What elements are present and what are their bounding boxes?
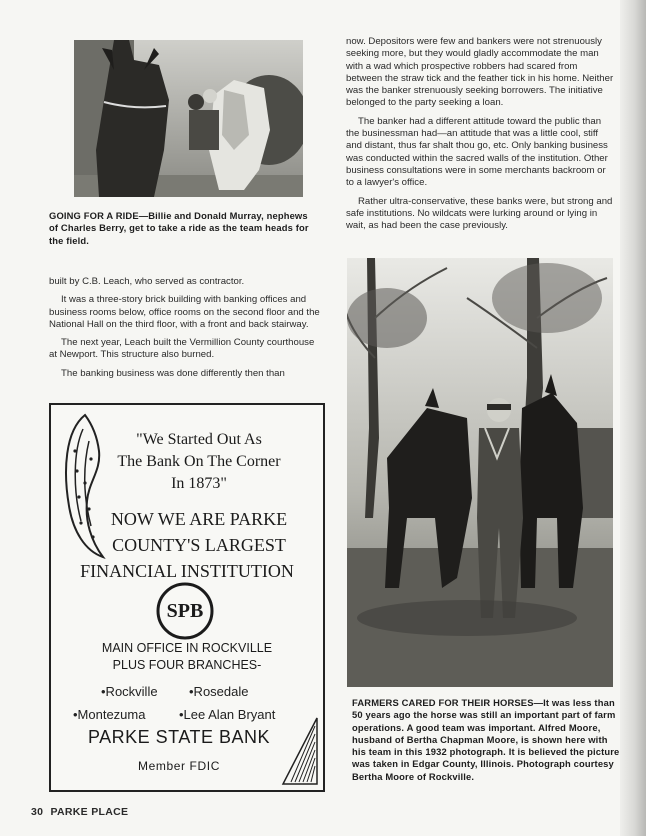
svg-text:SPB: SPB bbox=[166, 600, 204, 622]
paragraph: It was a three-story brick building with banking offices and business rooms below, office rooms on the second floor and the National Hall on the third floor, with a front and back stairway. bbox=[49, 294, 320, 330]
page-number: 30 bbox=[31, 806, 44, 818]
paragraph: built by C.B. Leach, who served as contractor. bbox=[49, 276, 245, 287]
ad-headline-3: FINANCIAL INSTITUTION bbox=[80, 561, 294, 581]
corner-stripes-icon bbox=[281, 716, 319, 786]
ad-branch-4: •Lee Alan Bryant bbox=[179, 707, 276, 722]
photo-riders bbox=[74, 40, 303, 197]
ad-quote-line-1: "We Started Out As bbox=[136, 431, 262, 448]
ad-quote-line-3: In 1873" bbox=[171, 475, 227, 492]
ad-branch-3: •Montezuma bbox=[73, 707, 146, 722]
ad-office-line-1: MAIN OFFICE IN ROCKVILLE bbox=[101, 641, 273, 655]
page-footer bbox=[31, 806, 128, 818]
ad-quote-line-2: The Bank On The Corner bbox=[117, 453, 281, 470]
column-left-text bbox=[49, 276, 321, 386]
ad-member-fdic: Member FDIC bbox=[138, 759, 220, 773]
ad-office-line-2: PLUS FOUR BRANCHES- bbox=[112, 658, 262, 672]
paragraph: The banker had a different attitude toward the public than the businessman had—an attitude that was a little cool, stiff and distant, thus far shalt thou go, etc. Only banking business was conducted within the sacred walls of the institution. Other business consultations were in some merchants backroom or to a lawyer's office. bbox=[346, 115, 608, 189]
ad-headline-2: COUNTY'S LARGEST bbox=[112, 535, 286, 555]
paragraph: The next year, Leach built the Vermillion County courthouse at Newport. This structure also burned. bbox=[49, 337, 315, 361]
bank-advertisement bbox=[49, 403, 325, 792]
column-right-text bbox=[346, 36, 614, 238]
photo-riders-caption: GOING FOR A RIDE—Billie and Donald Murray, nephews of Charles Berry, get to take a ride as the team heads for the field. bbox=[49, 210, 309, 246]
photo-farmer-caption: FARMERS CARED FOR THEIR HORSES—It was less than 50 years ago the horse was still an important part of farm operations. A good team was important. Alfred Moore, husband of Bertha Chapman Moore, is shown here with his team in this 1932 photograph. It is believed the picture was taken in Edgar County, Illinois. Photograph courtesy Bertha Moore of Rockville. bbox=[352, 697, 620, 782]
publication-name: PARKE PLACE bbox=[50, 806, 129, 818]
bank-logo-icon bbox=[155, 581, 215, 641]
photo-farmer bbox=[347, 258, 613, 687]
ad-branch-2: •Rosedale bbox=[189, 684, 249, 699]
paragraph: Rather ultra-conservative, these banks were, but strong and safe institutions. No wildcats were lurking around or lying in wait, as had been the case previously. bbox=[346, 195, 613, 232]
ad-bank-name: PARKE STATE BANK bbox=[87, 727, 271, 747]
ad-headline-1: NOW WE ARE PARKE bbox=[110, 509, 288, 529]
paragraph: now. Depositors were few and bankers were not strenuously seeking more, but they would gladly accommodate the man with a wad which prospective robbers had scared from between the straw tick and the feather tick in his home. Neither was the banker strenuously seeking borrowers. The initiative belonged to the party seeking a loan. bbox=[346, 36, 614, 109]
paragraph: The banking business was done differently then than bbox=[61, 367, 285, 379]
ad-branch-1: •Rockville bbox=[101, 684, 158, 699]
